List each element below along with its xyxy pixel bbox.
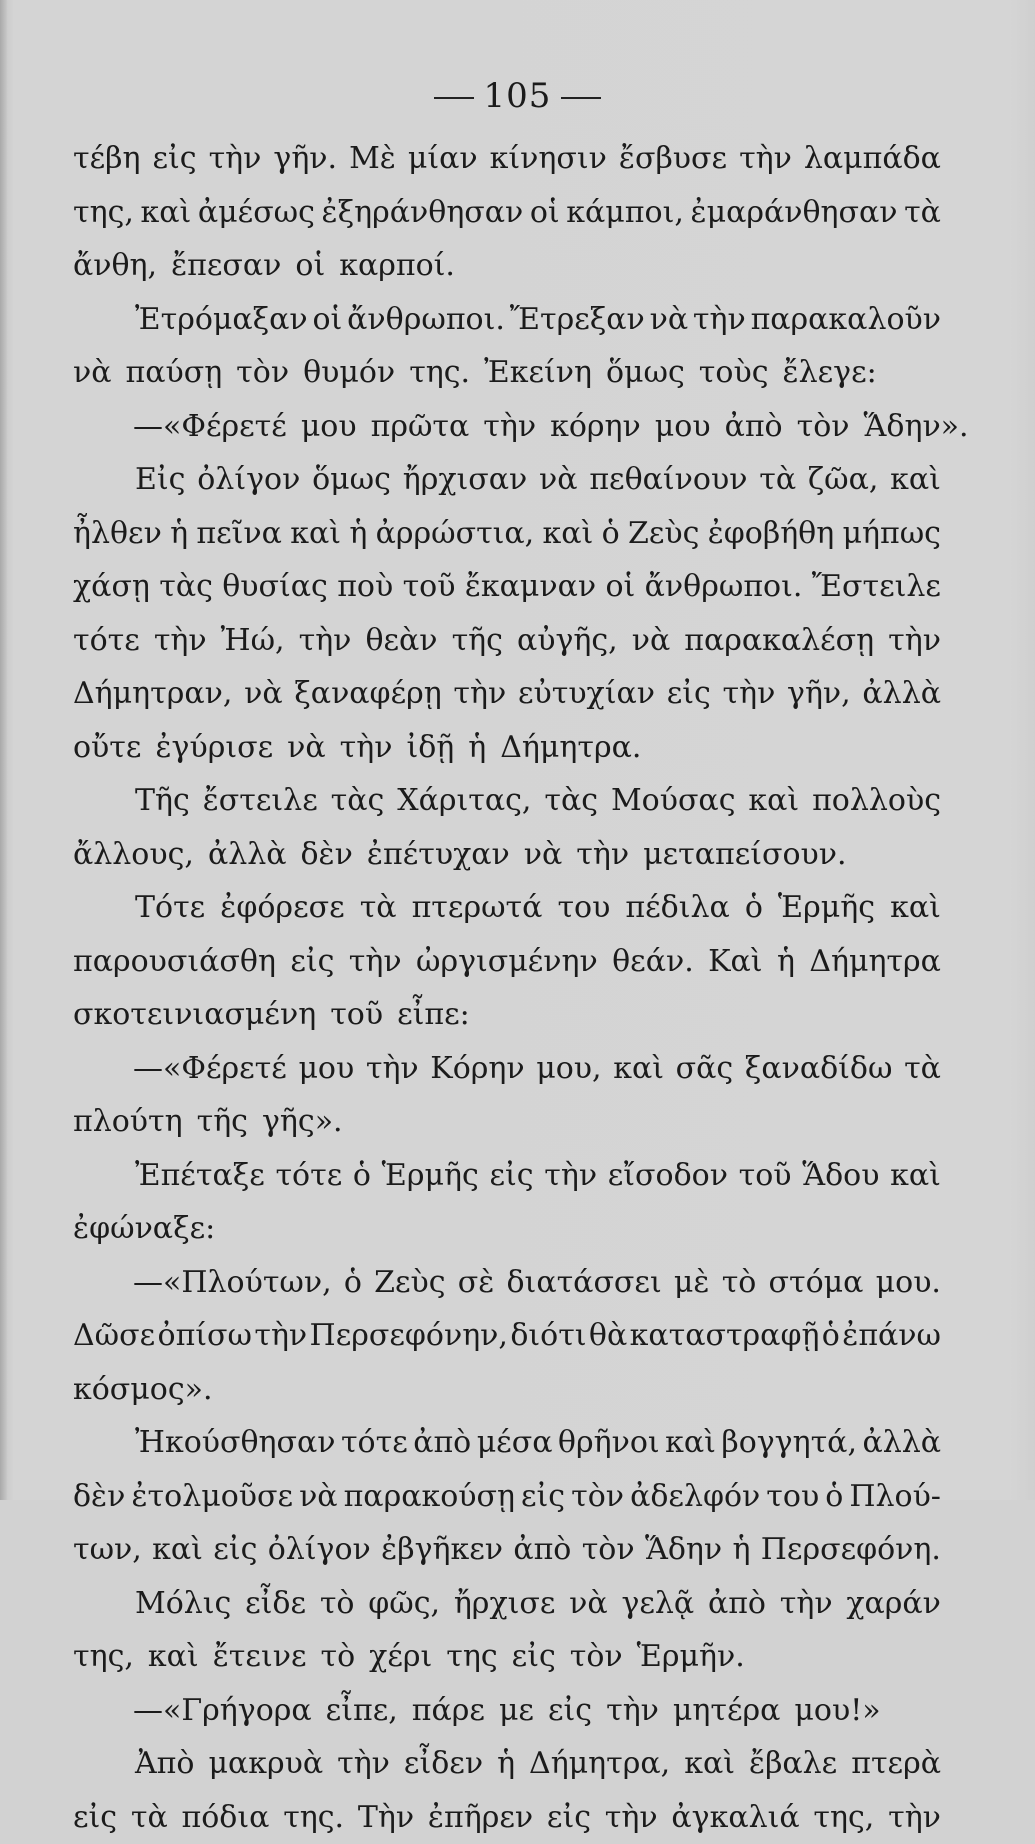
word: ἐξηράνθησαν: [322, 186, 524, 240]
word: τοῦ: [330, 988, 383, 1042]
word: πτερὰ: [851, 1737, 941, 1791]
word: Περσεφόνην,: [310, 1309, 508, 1363]
word: ποὺ: [337, 560, 393, 614]
word: του: [766, 1470, 819, 1524]
word: Ἐπέταξε: [135, 1149, 265, 1203]
text-line: [73, 988, 941, 1042]
word: τὸ: [320, 1577, 355, 1631]
word: οὔτε: [73, 721, 141, 775]
word: ἄνθρωποι.: [347, 293, 505, 347]
word: εἶδε: [245, 1577, 306, 1631]
word: ἀδελφόν: [630, 1470, 760, 1524]
body-text: [73, 132, 941, 1844]
word: σκοτεινιασμένη: [73, 988, 316, 1042]
text-line: [73, 614, 941, 668]
word: Ζεὺς: [628, 507, 699, 561]
word: καὶ: [148, 1630, 199, 1684]
word: καὶ: [890, 1149, 941, 1203]
word: τὰ: [360, 881, 397, 935]
word: πεῖνα: [196, 507, 282, 561]
word: εὐτυχίαν: [518, 667, 655, 721]
word: Ζεὺς: [374, 1256, 445, 1310]
word: οἱ: [530, 186, 560, 240]
word: του: [557, 881, 610, 935]
word: ἀγκαλιά: [671, 1791, 799, 1844]
word: μεταπείσουν.: [643, 828, 846, 882]
word: τὴν: [299, 614, 352, 668]
text-line: [73, 293, 941, 347]
word: ζῶα,: [808, 453, 879, 507]
word: διότι: [510, 1309, 586, 1363]
text-line: [73, 1149, 941, 1203]
word: στόμα: [769, 1256, 864, 1310]
text-line: [73, 721, 941, 775]
word: της: [446, 1630, 497, 1684]
word: τῆς: [197, 1095, 248, 1149]
word: μητέρα: [673, 1684, 781, 1738]
word: ἐφόρεσε: [220, 881, 344, 935]
word: Μὲ: [349, 132, 396, 186]
word: τὰ: [131, 1791, 168, 1844]
word: ἐγύρισε: [155, 721, 273, 775]
word: τὰ: [904, 186, 941, 240]
text-line: [73, 186, 941, 240]
word: ὀπίσω: [158, 1309, 252, 1363]
word: νὰ: [569, 1577, 608, 1631]
word: διατάσσει: [507, 1256, 662, 1310]
word: εἰς: [548, 1684, 592, 1738]
word: τότε: [73, 614, 140, 668]
word: Ἔτρεξαν: [510, 293, 645, 347]
word: Ἠώ,: [221, 614, 285, 668]
word: πτερωτά: [412, 881, 543, 935]
word: τὴν: [780, 1577, 833, 1631]
text-line: [73, 1309, 941, 1363]
text-line: [73, 1684, 941, 1738]
text-line: [73, 239, 941, 293]
word: καρποί.: [339, 239, 455, 293]
word: ὅμως: [606, 346, 685, 400]
word: τὴν: [349, 935, 402, 989]
page-binding-edge: [0, 0, 7, 1500]
word: τὴν: [366, 1042, 419, 1096]
word: χάσῃ: [73, 560, 150, 614]
word: τοὺς: [699, 346, 769, 400]
word: μου: [301, 400, 357, 454]
word: τὴν: [483, 400, 536, 454]
word: παρακούσῃ: [344, 1470, 515, 1524]
word: οἱ: [313, 293, 343, 347]
word: τὸν: [570, 1630, 623, 1684]
word: εἰς: [521, 1470, 565, 1524]
word: ξαναφέρῃ: [294, 667, 441, 721]
word: τὰς: [159, 560, 213, 614]
word: καὶ: [290, 507, 341, 561]
word: καὶ: [890, 453, 941, 507]
word: Περσεφόνη.: [761, 1523, 941, 1577]
word: της,: [73, 186, 134, 240]
word: μήπως: [843, 507, 941, 561]
word: τὰς: [331, 774, 385, 828]
word: ἡ: [468, 721, 486, 775]
word: εἶπε:: [397, 988, 470, 1042]
word: μου: [655, 400, 711, 454]
word: πάρε: [412, 1684, 485, 1738]
word: ἐπῆρεν: [428, 1791, 533, 1844]
word: τὴν: [453, 667, 506, 721]
word: νὰ: [287, 721, 326, 775]
text-line: [73, 1523, 941, 1577]
word: της,: [73, 1630, 134, 1684]
header-dash-left: [434, 97, 474, 99]
word: Τῆς: [135, 774, 190, 828]
word: τὴν: [739, 132, 792, 186]
word: ἔβαλε: [749, 1737, 837, 1791]
word: Τὴν: [358, 1791, 414, 1844]
word: Δήμητραν,: [73, 667, 232, 721]
word: Πλού-: [849, 1470, 941, 1524]
word: ὁ: [344, 1256, 362, 1310]
word: ὁ: [353, 1149, 371, 1203]
word: φῶς,: [368, 1577, 440, 1631]
word: πρῶτα: [371, 400, 470, 454]
word: ἀπὸ: [708, 1577, 766, 1631]
word: Ἑρμῆς: [382, 1149, 479, 1203]
word: ἔπεσαν: [171, 239, 281, 293]
word: βογγητά,: [721, 1416, 857, 1470]
word: κόσμος».: [73, 1363, 213, 1417]
word: εἰς: [489, 1149, 533, 1203]
word: Ἐκείνη: [484, 346, 592, 400]
word: μακρυὰ: [208, 1737, 323, 1791]
word: μου,: [536, 1042, 601, 1096]
word: χέρι: [369, 1630, 432, 1684]
word: ἐπάνω: [842, 1309, 941, 1363]
text-line: [73, 1363, 941, 1417]
word: εἰς: [512, 1630, 556, 1684]
word: καταστραφῇ: [630, 1309, 820, 1363]
word: ὅμως: [312, 453, 391, 507]
word: πέδιλα: [625, 881, 729, 935]
word: μου!»: [794, 1684, 880, 1738]
text-line: [73, 507, 941, 561]
word: ὁ: [825, 1470, 843, 1524]
word: Χάριτας,: [397, 774, 531, 828]
word: Ἅδου: [802, 1149, 879, 1203]
word: τὴν: [723, 667, 776, 721]
word: εἰς: [667, 667, 711, 721]
word: τὴν: [693, 293, 746, 347]
word: νὰ: [632, 614, 671, 668]
word: τὴν: [154, 614, 207, 668]
word: σὲ: [458, 1256, 495, 1310]
word: ἔστειλε: [203, 774, 318, 828]
word: Ἅδην: [645, 1523, 722, 1577]
text-line: [73, 935, 941, 989]
word: ἤρχισε: [454, 1577, 556, 1631]
word: ἐφοβήθη: [708, 507, 835, 561]
word: πολλοὺς: [812, 774, 941, 828]
word: ἐβγῆκεν: [381, 1523, 503, 1577]
word: νὰ: [73, 346, 112, 400]
word: ἡ: [732, 1523, 750, 1577]
text-line: [73, 667, 941, 721]
word: τὸν: [797, 400, 850, 454]
word: εἴσοδον: [608, 1149, 728, 1203]
word: τὸν: [571, 1470, 624, 1524]
word: εἰς: [290, 935, 334, 989]
word: ἔσβυσε: [619, 132, 727, 186]
word: τοῦ: [403, 560, 456, 614]
word: θυσίας: [222, 560, 328, 614]
word: πεθαίνουν: [589, 453, 747, 507]
word: οἱ: [295, 239, 325, 293]
text-line: [73, 881, 941, 935]
text-line: [73, 1256, 941, 1310]
word: καὶ: [665, 1416, 716, 1470]
word: μίαν: [408, 132, 478, 186]
word: —«Φέρετέ: [133, 1042, 287, 1096]
text-line: [73, 1737, 941, 1791]
word: με: [499, 1684, 534, 1738]
word: τὸ: [320, 1630, 355, 1684]
word: θὰ: [589, 1309, 627, 1363]
word: γῆν.: [273, 132, 337, 186]
word: Δήμητρα,: [529, 1737, 670, 1791]
text-line: [73, 1577, 941, 1631]
word: πλούτη: [73, 1095, 183, 1149]
word: εἶδεν: [404, 1737, 483, 1791]
word: Μόλις: [135, 1577, 231, 1631]
text-line: [73, 132, 941, 186]
word: τὰ: [904, 1042, 941, 1096]
word: τὸν: [236, 346, 289, 400]
word: ἀλλὰ: [862, 667, 941, 721]
word: νὰ: [299, 1470, 338, 1524]
word: Δήμητρα.: [500, 721, 641, 775]
text-line: [73, 1470, 941, 1524]
word: ὀλίγον: [197, 453, 300, 507]
word: ἡ: [349, 507, 367, 561]
word: της.: [409, 346, 470, 400]
word: ἀπὸ: [413, 1416, 471, 1470]
word: ἀλλὰ: [208, 828, 287, 882]
word: Τότε: [135, 881, 205, 935]
word: Δήμητρα: [809, 935, 941, 989]
word: Δῶσε: [73, 1309, 155, 1363]
word: τῆς: [452, 614, 503, 668]
word: Κόρην: [430, 1042, 524, 1096]
word: χαράν: [846, 1577, 941, 1631]
word: ἡ: [777, 935, 795, 989]
page-header: [0, 76, 1035, 116]
text-line: [73, 1791, 941, 1844]
header-dash-right: [561, 97, 601, 99]
word: εἰς: [73, 1791, 117, 1844]
word: Καὶ: [708, 935, 762, 989]
word: ἔκαμναν: [465, 560, 596, 614]
word: Ἅδην».: [864, 400, 969, 454]
word: Μούσας: [611, 774, 736, 828]
word: τὴν: [340, 721, 393, 775]
word: τὴν: [337, 1737, 390, 1791]
word: δὲν: [73, 1470, 125, 1524]
word: τὴν: [544, 1149, 597, 1203]
word: παρακαλέσῃ: [684, 614, 874, 668]
word: εἶπε,: [326, 1684, 398, 1738]
word: κάμποι,: [566, 186, 684, 240]
word: —«Φέρετέ: [133, 400, 287, 454]
word: πόδια: [182, 1791, 270, 1844]
word: τὴν: [209, 132, 262, 186]
word: γῆν,: [787, 667, 851, 721]
word: ἀλλὰ: [862, 1416, 941, 1470]
text-line: [73, 1630, 941, 1684]
word: τὴν: [888, 1791, 941, 1844]
word: μέσα: [477, 1416, 553, 1470]
word: καὶ: [543, 507, 594, 561]
word: τότε: [341, 1416, 408, 1470]
word: καὶ: [613, 1042, 664, 1096]
text-line: [73, 400, 941, 454]
word: ἐτολμοῦσε: [131, 1470, 293, 1524]
word: ὁ: [602, 507, 620, 561]
word: καὶ: [141, 186, 192, 240]
word: καὶ: [152, 1523, 203, 1577]
word: γελᾷ: [621, 1577, 694, 1631]
word: θυμόν: [303, 346, 395, 400]
word: τὴν: [254, 1309, 307, 1363]
word: ἐπέτυχαν: [367, 828, 510, 882]
word: τοῦ: [739, 1149, 792, 1203]
word: ξαναδίδω: [745, 1042, 893, 1096]
word: τὸν: [582, 1523, 635, 1577]
word: της.: [283, 1791, 344, 1844]
word: νὰ: [524, 828, 563, 882]
word: δὲν: [300, 828, 352, 882]
text-line: [73, 774, 941, 828]
word: λαμπάδα: [804, 132, 941, 186]
word: θεάν.: [612, 935, 694, 989]
word: τότε: [275, 1149, 342, 1203]
word: μου.: [876, 1256, 941, 1310]
word: παρουσιάσθη: [73, 935, 276, 989]
word: των,: [73, 1523, 142, 1577]
word: καὶ: [748, 774, 799, 828]
text-line: [73, 1202, 941, 1256]
word: —«Πλούτων,: [133, 1256, 332, 1310]
word: ἐφώναξε:: [73, 1202, 215, 1256]
word: κίνησιν: [490, 132, 607, 186]
word: καὶ: [684, 1737, 735, 1791]
word: ὠργισμένην: [416, 935, 598, 989]
word: θρῆνοι: [558, 1416, 660, 1470]
text-line: [73, 1042, 941, 1096]
word: κόρην: [550, 400, 641, 454]
word: νὰ: [539, 453, 578, 507]
word: μου: [298, 1042, 354, 1096]
text-line: [73, 828, 941, 882]
word: ἤρχισαν: [403, 453, 528, 507]
text-line: [73, 453, 941, 507]
word: Ἐτρόμαξαν: [135, 293, 308, 347]
word: τὰς: [544, 774, 598, 828]
word: οἱ: [606, 560, 636, 614]
word: ἄλλους,: [73, 828, 194, 882]
word: ἀπὸ: [725, 400, 783, 454]
word: Ἠκούσθησαν: [135, 1416, 335, 1470]
word: καὶ: [890, 881, 941, 935]
word: παρακαλοῦν: [751, 293, 941, 347]
word: —«Γρήγορα: [133, 1684, 312, 1738]
word: εἰς: [213, 1523, 257, 1577]
word: νὰ: [244, 667, 283, 721]
word: Εἰς: [135, 453, 185, 507]
word: ἦλθεν: [73, 507, 162, 561]
word: ἡ: [170, 507, 188, 561]
word: τὸ: [722, 1256, 757, 1310]
word: ἔλεγε:: [783, 346, 877, 400]
word: τὴν: [888, 614, 941, 668]
text-line: [73, 1416, 941, 1470]
word: ὁ: [822, 1309, 840, 1363]
word: μὲ: [674, 1256, 710, 1310]
word: ἀπὸ: [513, 1523, 571, 1577]
word: παύσῃ: [126, 346, 223, 400]
word: ἔτεινε: [213, 1630, 307, 1684]
word: θεὰν: [365, 614, 437, 668]
word: ὀλίγον: [268, 1523, 371, 1577]
word: γῆς».: [262, 1095, 343, 1149]
word: ἀρρώστια,: [376, 507, 535, 561]
word: σᾶς: [676, 1042, 734, 1096]
word: Ἔστειλε: [812, 560, 941, 614]
word: τὰ: [759, 453, 796, 507]
text-line: [73, 1095, 941, 1149]
word: τὴν: [576, 828, 629, 882]
word: αὐγῆς,: [517, 614, 618, 668]
word: ἡ: [497, 1737, 515, 1791]
page-number: 105: [484, 76, 552, 116]
text-line: [73, 346, 941, 400]
word: Ἑρμῆς: [778, 881, 875, 935]
word: εἰς: [152, 132, 196, 186]
word: ἐμαράνθησαν: [690, 186, 897, 240]
text-line: [73, 560, 941, 614]
word: νὰ: [650, 293, 689, 347]
word: τὴν: [606, 1684, 659, 1738]
word: τὴν: [605, 1791, 658, 1844]
word: ἰδῇ: [406, 721, 454, 775]
word: ἀμέσως: [198, 186, 315, 240]
word: ἄνθη,: [73, 239, 157, 293]
word: εἰς: [547, 1791, 591, 1844]
word: Ἑρμῆν.: [637, 1630, 745, 1684]
word: Ἀπὸ: [135, 1737, 194, 1791]
word: ὁ: [745, 881, 763, 935]
word: ἄνθρωποι.: [645, 560, 803, 614]
word: τέβη: [73, 132, 140, 186]
word: της,: [813, 1791, 874, 1844]
